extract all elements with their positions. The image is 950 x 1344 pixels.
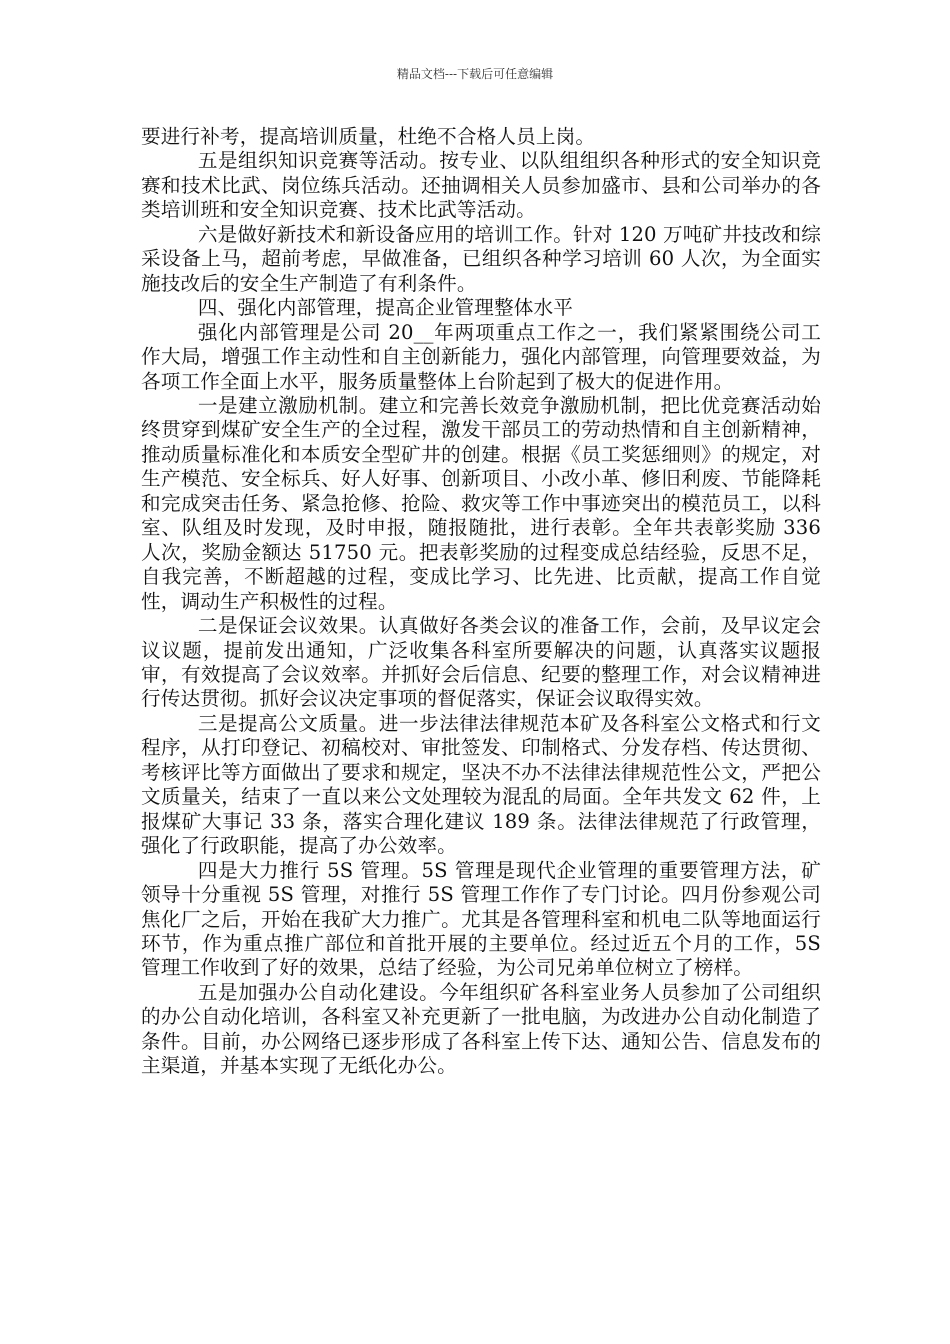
paragraph-3: 六是做好新技术和新设备应用的培训工作。针对 120 万吨矿井技改和综采设备上马，超前考虑，早做准备，已组织各种学习培训 60 人次，为全面实施技改后的安全生产制造了有利条件。 [141,222,822,295]
page-header: 精品文档---下载后可任意编辑 [396,67,554,81]
paragraph-9: 四是大力推行 5S 管理。5S 管理是现代企业管理的重要管理方法，矿领导十分重视 5S 管理，对推行 5S 管理工作作了专门讨论。四月份参观公司焦化厂之后，开始在我矿大力推广。尤其是各管理科室和机电二队等地面运行环节，作为重点推广部位和首批开展的主要单位。经过近五个月的工作，5S 管理工作收到了好的效果，总结了经验，为公司兄弟单位树立了榜样。 [141,858,821,980]
paragraph-8: 三是提高公文质量。进一步法律法律规范本矿及各科室公文格式和行文程序，从打印登记、初稿校对、审批签发、印制格式、分发存档、传达贯彻、考核评比等方面做出了要求和规定，坚决不办不法律法律规范性公文，严把公文质量关，结束了一直以来公文处理较为混乱的局面。全年共发文 62 件，上报煤矿大事记 33 条，落实合理化建议 189 条。法律法律规范了行政管理，强化了行政职能，提高了办公效率。 [141,711,821,858]
section-heading: 四、强化内部管理，提高企业管理整体水平 [197,296,573,320]
document-body [141,125,821,1079]
paragraph-5: 强化内部管理是公司 20__年两项重点工作之一，我们紧紧围绕公司工作大局，增强工作主动性和自主创新能力，强化内部管理，向管理要效益，为各项工作全面上水平，服务质量整体上台阶起到了极大的促进作用。 [141,320,821,393]
paragraph-6: 一是建立激励机制。建立和完善长效竞争激励机制，把比优竞赛活动始终贯穿到煤矿安全生产的全过程，激发干部员工的劳动热情和自主创新精神，推动质量标准化和本质安全型矿井的创建。根据《员工奖惩细则》的规定，对生产模范、安全标兵、好人好事、创新项目、小改小革、修旧利废、节能降耗和完成突击任务、紧急抢修、抢险、救灾等工作中事迹突出的模范员工，以科室、队组及时发现，及时申报，随报随批，进行表彰。全年共表彰奖励 336 人次，奖励金额达 51750 元。把表彰奖励的过程变成总结经验，反思不足，自我完善，不断超越的过程，变成比学习、比先进、比贡献，提高工作自觉性，调动生产积极性的过程。 [141,393,821,613]
paragraph-1: 要进行补考，提高培训质量，杜绝不合格人员上岗。 [141,125,596,148]
paragraph-10: 五是加强办公自动化建设。今年组织矿各科室业务人员参加了公司组织的办公自动化培训，各科室又补充更新了一批电脑，为改进办公自动化制造了条件。目前，办公网络已逐步形成了各科室上传下达、通知公告、信息发布的主渠道，并基本实现了无纸化办公。 [141,980,821,1078]
paragraph-2: 五是组织知识竞赛等活动。按专业、以队组组织各种形式的安全知识竞赛和技术比武、岗位练兵活动。还抽调相关人员参加盛市、县和公司举办的各类培训班和安全知识竞赛、技术比武等活动。 [141,149,821,222]
paragraph-7: 二是保证会议效果。认真做好各类会议的准备工作，会前，及早议定会议议题，提前发出通知，广泛收集各科室所要解决的问题，认真落实议题报审，有效提高了会议效率。并抓好会后信息、纪要的整理工作，对会议精神进行传达贯彻。抓好会议决定事项的督促落实，保证会议取得实效。 [141,614,821,711]
